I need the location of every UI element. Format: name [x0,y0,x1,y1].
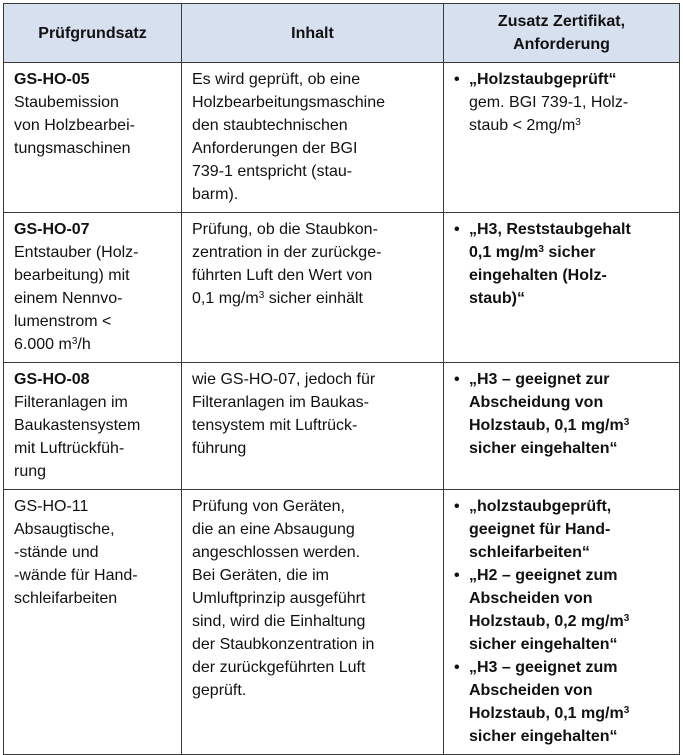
anforderung-list [453,218,670,310]
header-pruefgrundsatz: Prüfgrundsatz [4,4,182,63]
pruefgrundsatz-code: GS-HO-05 [14,71,90,88]
inhalt-line: der zurückgeführten Luft [192,659,366,676]
pruefgrundsatz-cell [4,363,182,490]
inhalt-line: angeschlossen werden. [192,544,361,561]
inhalt-line: wie GS-HO-07, jedoch für [192,371,376,388]
inhalt-line: führung [192,440,247,457]
pruefgrundsatz-code: GS-HO-11 [14,498,89,515]
inhalt-line: Es wird geprüft, ob eine [192,71,361,88]
anforderung-line: • „H3 – geeignet zur [469,371,610,388]
anforderung-line: • „H3, Reststaubgehalt [469,221,631,238]
inhalt-line: Umluftprinzip ausgeführt [192,590,366,607]
superscript: 3 [575,117,581,128]
anforderung-line: sicher eingehalten“ [469,636,618,653]
pruefgrundsatz-desc-line: Baukastensystem [14,417,141,434]
header-zusatz-line1: Zusatz Zertifikat, [497,13,626,30]
anforderung-item [453,368,670,460]
inhalt-line: barm). [192,186,239,203]
anforderung-text: staub < 2mg/m [469,117,576,134]
pruefgrundsatz-cell [4,63,182,213]
inhalt-line: den staubtechnischen [192,117,348,134]
anforderung-line: • „H3 – geeignet zum [469,659,618,676]
anforderung-line [469,610,670,633]
anforderung-line: • „Holzstaubgeprüft“ [469,71,617,88]
table-row [4,490,680,755]
anforderung-line: eingehalten (Holz- [469,267,607,284]
superscript: 3 [623,705,630,716]
anforderung-cell [444,213,680,363]
inhalt-line: Filteranlagen im Baukas- [192,394,369,411]
inhalt-line: Anforderungen der BGI [192,140,358,157]
pruefgrundsatz-cell [4,490,182,755]
anforderung-line: • „holzstaubgeprüft, [469,498,612,515]
anforderung-line [469,114,670,137]
anforderung-cell [444,363,680,490]
pruefgrundsatz-desc-line: rung [14,463,47,480]
pruefgrundsatz-desc-line: -stände und [14,544,99,561]
superscript: 3 [623,417,630,428]
anforderung-line: staub)“ [469,290,525,307]
anforderung-line: sicher eingehalten“ [469,728,618,745]
superscript: 3 [538,244,544,255]
inhalt-line: Prüfung, ob die Staubkon- [192,221,378,238]
superscript: 3 [71,336,78,347]
anforderung-list [453,68,670,137]
anforderung-line: schleifarbeiten“ [469,544,590,561]
superscript: 3 [623,613,630,624]
table-header-row [4,4,680,63]
pruefgrundsatz-desc-line: Entstauber (Holz- [14,244,139,261]
anforderung-text: Holzstaub, 0,2 mg/m [469,613,624,630]
pruefgrundsatz-desc-line: lumenstrom < [14,313,112,330]
anforderung-line [469,414,670,437]
anforderung-item [453,564,670,656]
anforderung-item [453,68,670,137]
anforderung-cell [444,63,680,213]
anforderung-line: Abscheiden von [469,590,593,607]
anforderung-line: geeignet für Hand- [469,521,611,538]
pruefgrundsatz-cell [4,213,182,363]
inhalt-line: sind, wird die Einhaltung [192,613,366,630]
pruefgrundsatz-desc-line: schleifarbeiten [14,590,118,607]
inhalt-cell [182,363,444,490]
header-zusatz-line2: Anforderung [513,36,610,53]
pruefgrundsatz-desc-line: von Holzbearbei- [14,117,135,134]
pruefgrundsatz-code: GS-HO-08 [14,371,90,388]
anforderung-list [453,495,670,748]
superscript: 3 [258,290,265,301]
pruefgrundsatz-desc-line [14,333,172,356]
header-zusatz-zertifikat [444,4,680,63]
anforderung-text: Holzstaub, 0,1 mg/m [469,705,624,722]
anforderung-list [453,368,670,460]
table-row [4,213,680,363]
anforderung-line [469,702,670,725]
anforderung-line: Abscheidung von [469,394,604,411]
anforderung-line: • „H2 – geeignet zum [469,567,618,584]
inhalt-line: führten Luft den Wert von [192,267,373,284]
inhalt-line: Prüfung von Geräten, [192,498,345,515]
pruefgrundsatz-text: 6.000 m [14,336,72,353]
pruefgrundsatz-desc-line: -wände für Hand- [14,567,138,584]
anforderung-line: sicher eingehalten“ [469,440,618,457]
header-inhalt: Inhalt [182,4,444,63]
document-page [3,3,680,755]
table-row [4,363,680,490]
anforderung-item [453,656,670,748]
pruefgrundsatz-desc-line: Absaugtische, [14,521,115,538]
anforderung-text: Holzstaub, 0,1 mg/m [469,417,624,434]
table-row [4,63,680,213]
pruefgrundsatz-desc-line: einem Nennvo- [14,290,123,307]
inhalt-line: 739-1 entspricht (stau- [192,163,353,180]
inhalt-line [192,287,434,310]
inhalt-line: tensystem mit Luftrück- [192,417,358,434]
anforderung-text: 0,1 mg/m [469,244,539,261]
inhalt-cell [182,63,444,213]
pruefgrundsatz-desc-line: tungsmaschinen [14,140,131,157]
pruefgrundsatz-desc-line: Filteranlagen im [14,394,128,411]
inhalt-cell [182,213,444,363]
pruefgrundsatz-desc-line: mit Luftrückfüh- [14,440,125,457]
inhalt-text: 0,1 mg/m [192,290,259,307]
inhalt-line: Holzbearbeitungsmaschine [192,94,385,111]
pruefgrundsatz-table [3,3,680,755]
inhalt-line: der Staubkonzentration in [192,636,375,653]
anforderung-line: gem. BGI 739-1, Holz- [469,94,629,111]
anforderung-text: sicher [543,244,596,261]
inhalt-line: die an eine Absaugung [192,521,355,538]
inhalt-text: sicher einhält [264,290,363,307]
anforderung-line [469,241,670,264]
anforderung-line: Abscheiden von [469,682,593,699]
inhalt-line: Bei Geräten, die im [192,567,329,584]
inhalt-line: geprüft. [192,682,247,699]
pruefgrundsatz-desc-line: Staubemission [14,94,119,111]
anforderung-cell [444,490,680,755]
anforderung-item [453,495,670,564]
anforderung-item [453,218,670,310]
pruefgrundsatz-code: GS-HO-07 [14,221,90,238]
inhalt-line: zentration in der zurückge- [192,244,382,261]
pruefgrundsatz-desc-line: bearbeitung) mit [14,267,130,284]
inhalt-cell [182,490,444,755]
pruefgrundsatz-text: /h [77,336,91,353]
